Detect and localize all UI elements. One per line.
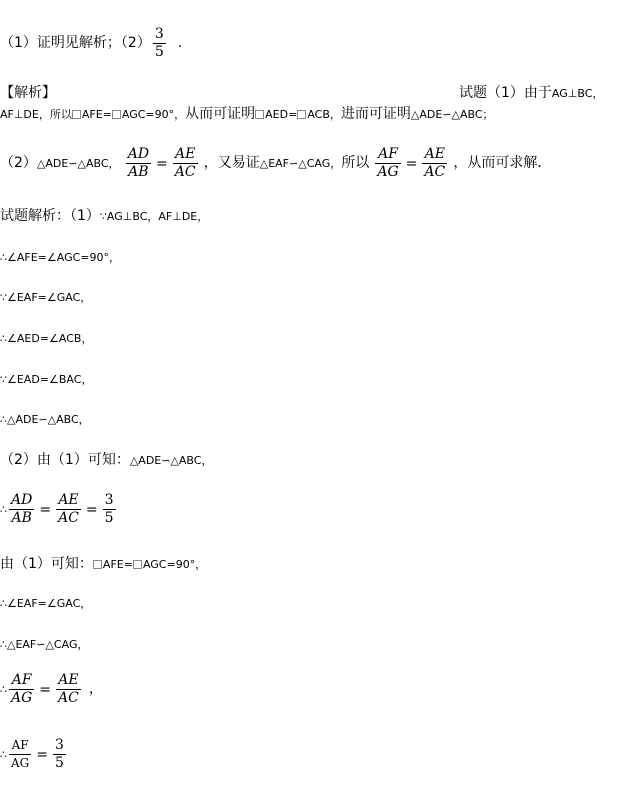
fraction-af-ag: $\frac{AF}{AG}$ — [11, 672, 33, 706]
answer-text: （1）证明见解析；（2） — [0, 35, 151, 51]
placeholder-glyph-icon — [297, 110, 306, 119]
fraction-3-5: $\frac{3}{5}$ — [55, 737, 64, 771]
solution-line-6: ∴△ADE∽△ABC， — [0, 413, 90, 426]
answer-fraction: $\frac{3}{5}$ — [154, 26, 164, 60]
placeholder-glyph-icon — [93, 560, 102, 569]
solution-line-3: ∵∠EAF=∠GAC， — [0, 291, 92, 304]
placeholder-glyph-icon — [112, 110, 121, 119]
analysis-right: 试题（1）由于AG⊥BC， — [459, 85, 604, 101]
solution-line-1: 试题解析：（1）∵AG⊥BC，AF⊥DE， — [0, 208, 209, 224]
fraction-3-5: $\frac{3}{5}$ — [104, 492, 114, 526]
solution-line-5: ∵∠EAD=∠BAC， — [0, 373, 93, 386]
solution-line-2: ∴∠AFE=∠AGC=90°， — [0, 251, 120, 264]
solution-line-7: （2）由（1）可知：△ADE∽△ABC， — [0, 452, 213, 468]
analysis-header: 【解析】 — [0, 85, 56, 101]
solution-line-4: ∴∠AED=∠ACB， — [0, 332, 93, 345]
solution-line-8: ∴ $\frac{AD}{AB}$ = $\frac{AE}{AC}$ = $\frac{3}{5}$ — [0, 492, 114, 526]
analysis-line-2: AF⊥DE，所以 AFE= AGC=90°，从而可证明 AED= ACB，进而可证明△ADE∽△ABC； — [0, 106, 494, 122]
fraction-ae-ac: $\frac{AE}{AC}$ — [424, 146, 446, 180]
solution-line-10: ∴∠EAF=∠GAC， — [0, 597, 92, 610]
answer-end: . — [177, 35, 183, 51]
fraction-af-ag: $\frac{AF}{AG}$ — [377, 146, 399, 180]
solution-line-11: ∴△EAF∽△CAG， — [0, 638, 89, 651]
solution-line-12: ∴ $\frac{AF}{AG}$ = $\frac{AE}{AC}$ ， — [0, 672, 103, 706]
analysis-part-2: （2）△ADE∽△ABC， $\frac{AD}{AB}$ = $\frac{AE}{AC}$ ，又易证△EAF∽△CAG，所以 $\frac{AF}{AG}$ = $\frac{AE}{AC}$ ，从而可求解． — [0, 146, 552, 180]
fraction-ad-ab: $\frac{AD}{AB}$ — [127, 146, 150, 180]
fraction-ae-ac: $\frac{AE}{AC}$ — [58, 672, 79, 706]
fraction-ae-ac: $\frac{AE}{AC}$ — [174, 146, 196, 180]
fraction-ae-ac: $\frac{AE}{AC}$ — [58, 492, 79, 526]
fraction-ad-ab: $\frac{AD}{AB}$ — [11, 492, 33, 526]
placeholder-glyph-icon — [133, 560, 142, 569]
solution-line-9: 由（1）可知： AFE= AGC=90°， — [0, 556, 207, 572]
answer-line — [0, 26, 182, 61]
placeholder-glyph-icon — [255, 110, 264, 119]
placeholder-glyph-icon — [72, 110, 81, 119]
solution-line-13: ∴ $\frac{AF}{AG}$ = $\frac{3}{5}$ — [0, 737, 64, 771]
fraction-af-ag: $\frac{AF}{AG}$ — [11, 738, 30, 770]
